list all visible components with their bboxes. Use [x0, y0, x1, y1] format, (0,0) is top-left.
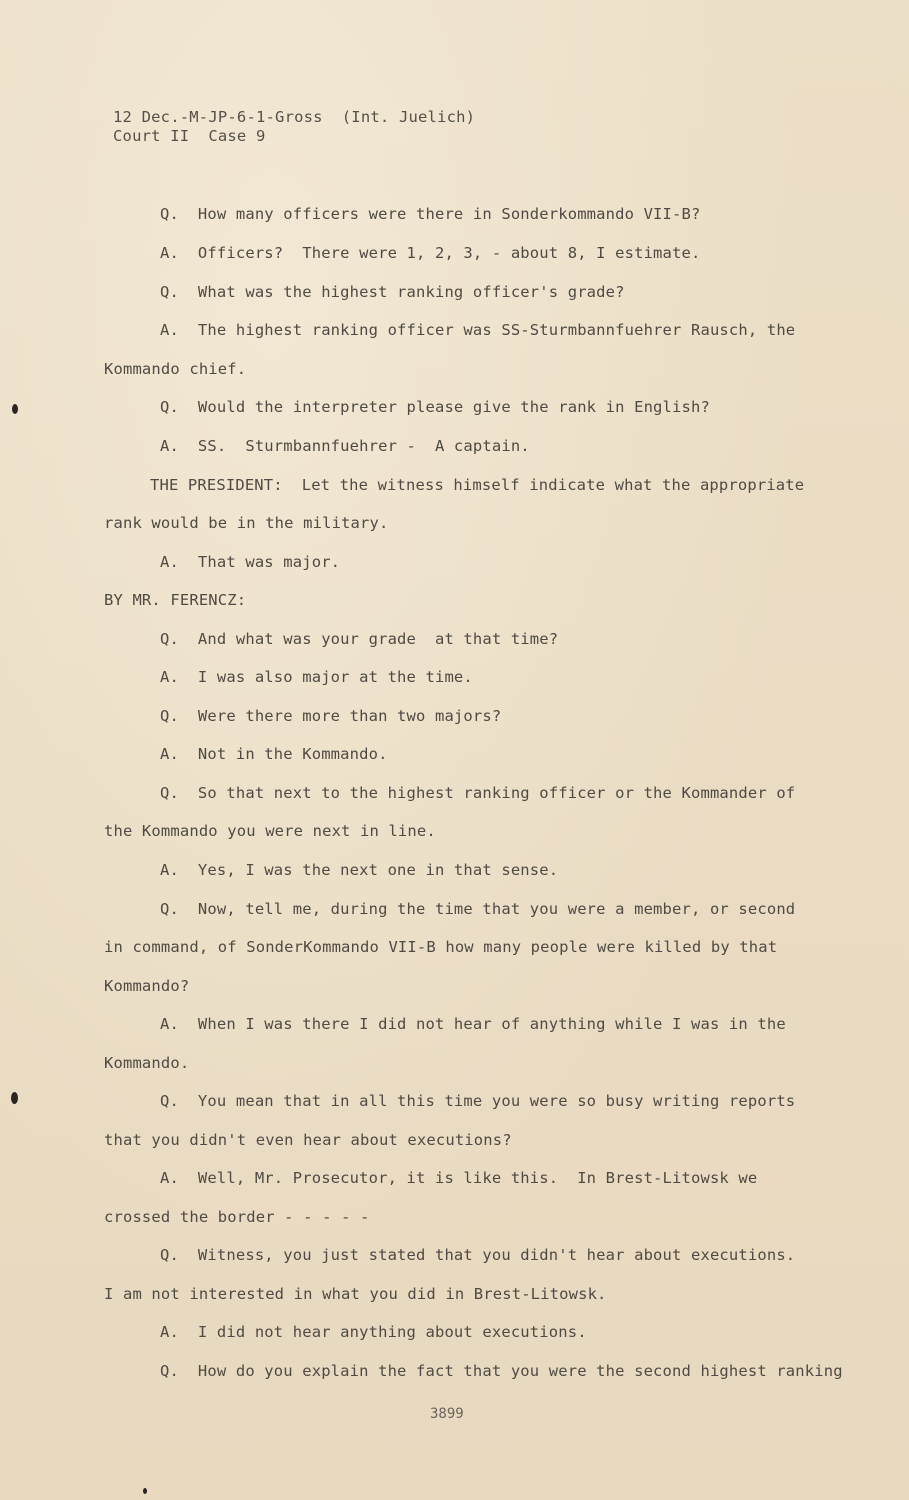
ink-speck-mark	[143, 1488, 147, 1494]
transcript-line: A. I did not hear anything about executions.	[160, 1323, 587, 1341]
transcript-line: A. Yes, I was the next one in that sense.	[160, 861, 559, 879]
transcript-line: I am not interested in what you did in Brest-Litowsk.	[104, 1285, 607, 1303]
court-case-line: Court II Case 9	[113, 127, 266, 145]
transcript-line: Q. You mean that in all this time you were so busy writing reports	[160, 1092, 796, 1110]
transcript-line: A. That was major.	[160, 553, 341, 571]
document-reference: 12 Dec.-M-JP-6-1-Gross (Int. Juelich)	[113, 108, 476, 126]
transcript-line: A. Officers? There were 1, 2, 3, - about 8, I estimate.	[160, 244, 701, 262]
transcript-line: A. I was also major at the time.	[160, 668, 473, 686]
transcript-line: Kommando?	[104, 977, 190, 995]
binding-hole-mark	[12, 404, 18, 414]
transcript-line: the Kommando you were next in line.	[104, 822, 436, 840]
transcript-line: Q. So that next to the highest ranking officer or the Kommander of	[160, 784, 796, 802]
transcript-line: THE PRESIDENT: Let the witness himself indicate what the appropriate	[150, 476, 805, 494]
transcript-line: Q. How many officers were there in Sonderkommando VII-B?	[160, 205, 701, 223]
transcript-line: Q. Were there more than two majors?	[160, 707, 502, 725]
transcript-line: Q. Would the interpreter please give the rank in English?	[160, 398, 710, 416]
transcript-line: Q. Now, tell me, during the time that you were a member, or second	[160, 900, 796, 918]
page-number: 3899	[430, 1406, 464, 1422]
transcript-line: that you didn't even hear about executions?	[104, 1131, 512, 1149]
examiner-heading: BY MR. FERENCZ:	[104, 591, 247, 609]
transcript-line: Kommando.	[104, 1054, 190, 1072]
transcript-line: in command, of SonderKommando VII-B how many people were killed by that	[104, 938, 778, 956]
transcript-line: Q. Witness, you just stated that you didn't hear about executions.	[160, 1246, 796, 1264]
transcript-line: A. Not in the Kommando.	[160, 745, 388, 763]
transcript-line: Q. And what was your grade at that time?	[160, 630, 559, 648]
transcript-line: Q. What was the highest ranking officer's grade?	[160, 283, 625, 301]
transcript-line: A. When I was there I did not hear of anything while I was in the	[160, 1015, 786, 1033]
transcript-line: A. Well, Mr. Prosecutor, it is like this. In Brest-Litowsk we	[160, 1169, 758, 1187]
binding-hole-mark	[11, 1092, 18, 1104]
transcript-line: A. The highest ranking officer was SS-Sturmbannfuehrer Rausch, the	[160, 321, 796, 339]
transcript-line: crossed the border - - - - -	[104, 1208, 370, 1226]
transcript-line: Q. How do you explain the fact that you were the second highest ranking	[160, 1362, 843, 1380]
transcript-line: Kommando chief.	[104, 360, 247, 378]
transcript-line: A. SS. Sturmbannfuehrer - A captain.	[160, 437, 530, 455]
transcript-line: rank would be in the military.	[104, 514, 389, 532]
